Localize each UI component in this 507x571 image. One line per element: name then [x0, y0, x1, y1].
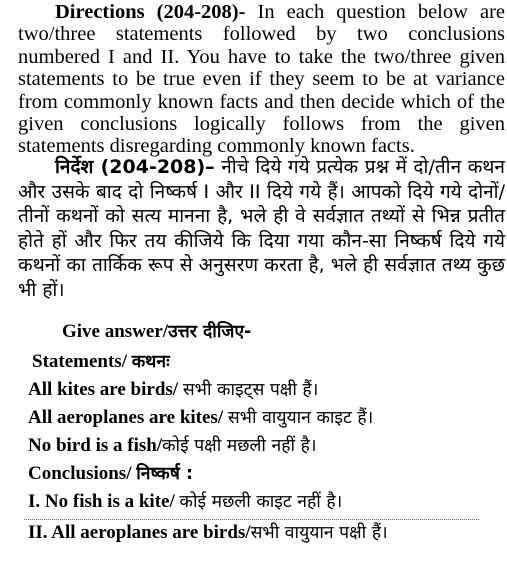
- conclusions-heading-hindi: निष्कर्ष :: [136, 464, 193, 484]
- conclusion-1-english: I. No fish is a kite/: [28, 491, 175, 512]
- statement-1-english: All kites are birds/: [28, 379, 179, 400]
- give-answer-line: [62, 320, 251, 344]
- conclusion-2-english: II. All aeroplanes are birds/: [28, 522, 251, 543]
- directions-english: [18, 1, 505, 158]
- give-answer-hindi: उत्तर दीजिए-: [168, 322, 252, 342]
- give-answer-english: Give answer/: [62, 321, 169, 342]
- statements-heading-english: Statements/: [32, 351, 127, 372]
- conclusion-1: [28, 490, 342, 514]
- conclusion-1-hindi: कोई मछली काइट नहीं है।: [179, 492, 343, 512]
- conclusion-2: [28, 521, 388, 545]
- statements-heading: [32, 350, 170, 374]
- statements-heading-hindi: कथनः: [131, 352, 170, 372]
- directions-hindi-text: नीचे दिये गये प्रत्येक प्रश्न में दो/तीन कथन और उसके बाद दो निष्कर्ष I और II दिये गये हैं। आपको दिये गये दोनों/तीनों कथनों को सत्य मानना है, भले ही वे सर्वज्ञात तथ्यों से भिन्न प्रतीत होते हों और फिर तय कीजिये कि दिया गया कौन-सा निष्कर्ष दिये गये कथनों का तार्किक रूप से अनुसरण करता है, भले ही सर्वज्ञात तथ्य कुछ भी हों।: [18, 156, 505, 301]
- statement-3-hindi: कोई पक्षी मछली नहीं है।: [162, 436, 317, 456]
- directions-english-text: In each question below are two/three statements followed by two conclusions numbered I and II. You have to take the two/three given statements to be true even if they seem to be at variance from commonly known facts and then decide which of the given conclusions logically follows from the given statements disregarding commonly known facts.: [18, 1, 506, 158]
- directions-hindi-label: निर्देश (204-208)–: [55, 156, 215, 178]
- conclusions-heading-english: Conclusions/: [28, 463, 132, 484]
- statement-3-english: No bird is a fish/: [28, 435, 163, 456]
- statement-1: [28, 378, 318, 402]
- statement-1-hindi: सभी काइट्स पक्षी हैं।: [182, 380, 319, 400]
- conclusion-2-hindi: सभी वायुयान पक्षी हैं।: [250, 523, 388, 543]
- directions-hindi: [18, 155, 505, 303]
- statement-2-english: All aeroplanes are kites/: [28, 407, 224, 428]
- directions-english-label: Directions (204-208)-: [55, 1, 246, 23]
- dotted-separator: [24, 519, 479, 520]
- statement-2-hindi: सभी वायुयान काइट हैं।: [227, 408, 374, 428]
- statement-3: [28, 434, 317, 458]
- conclusions-heading: [28, 462, 193, 486]
- statement-2: [28, 406, 373, 430]
